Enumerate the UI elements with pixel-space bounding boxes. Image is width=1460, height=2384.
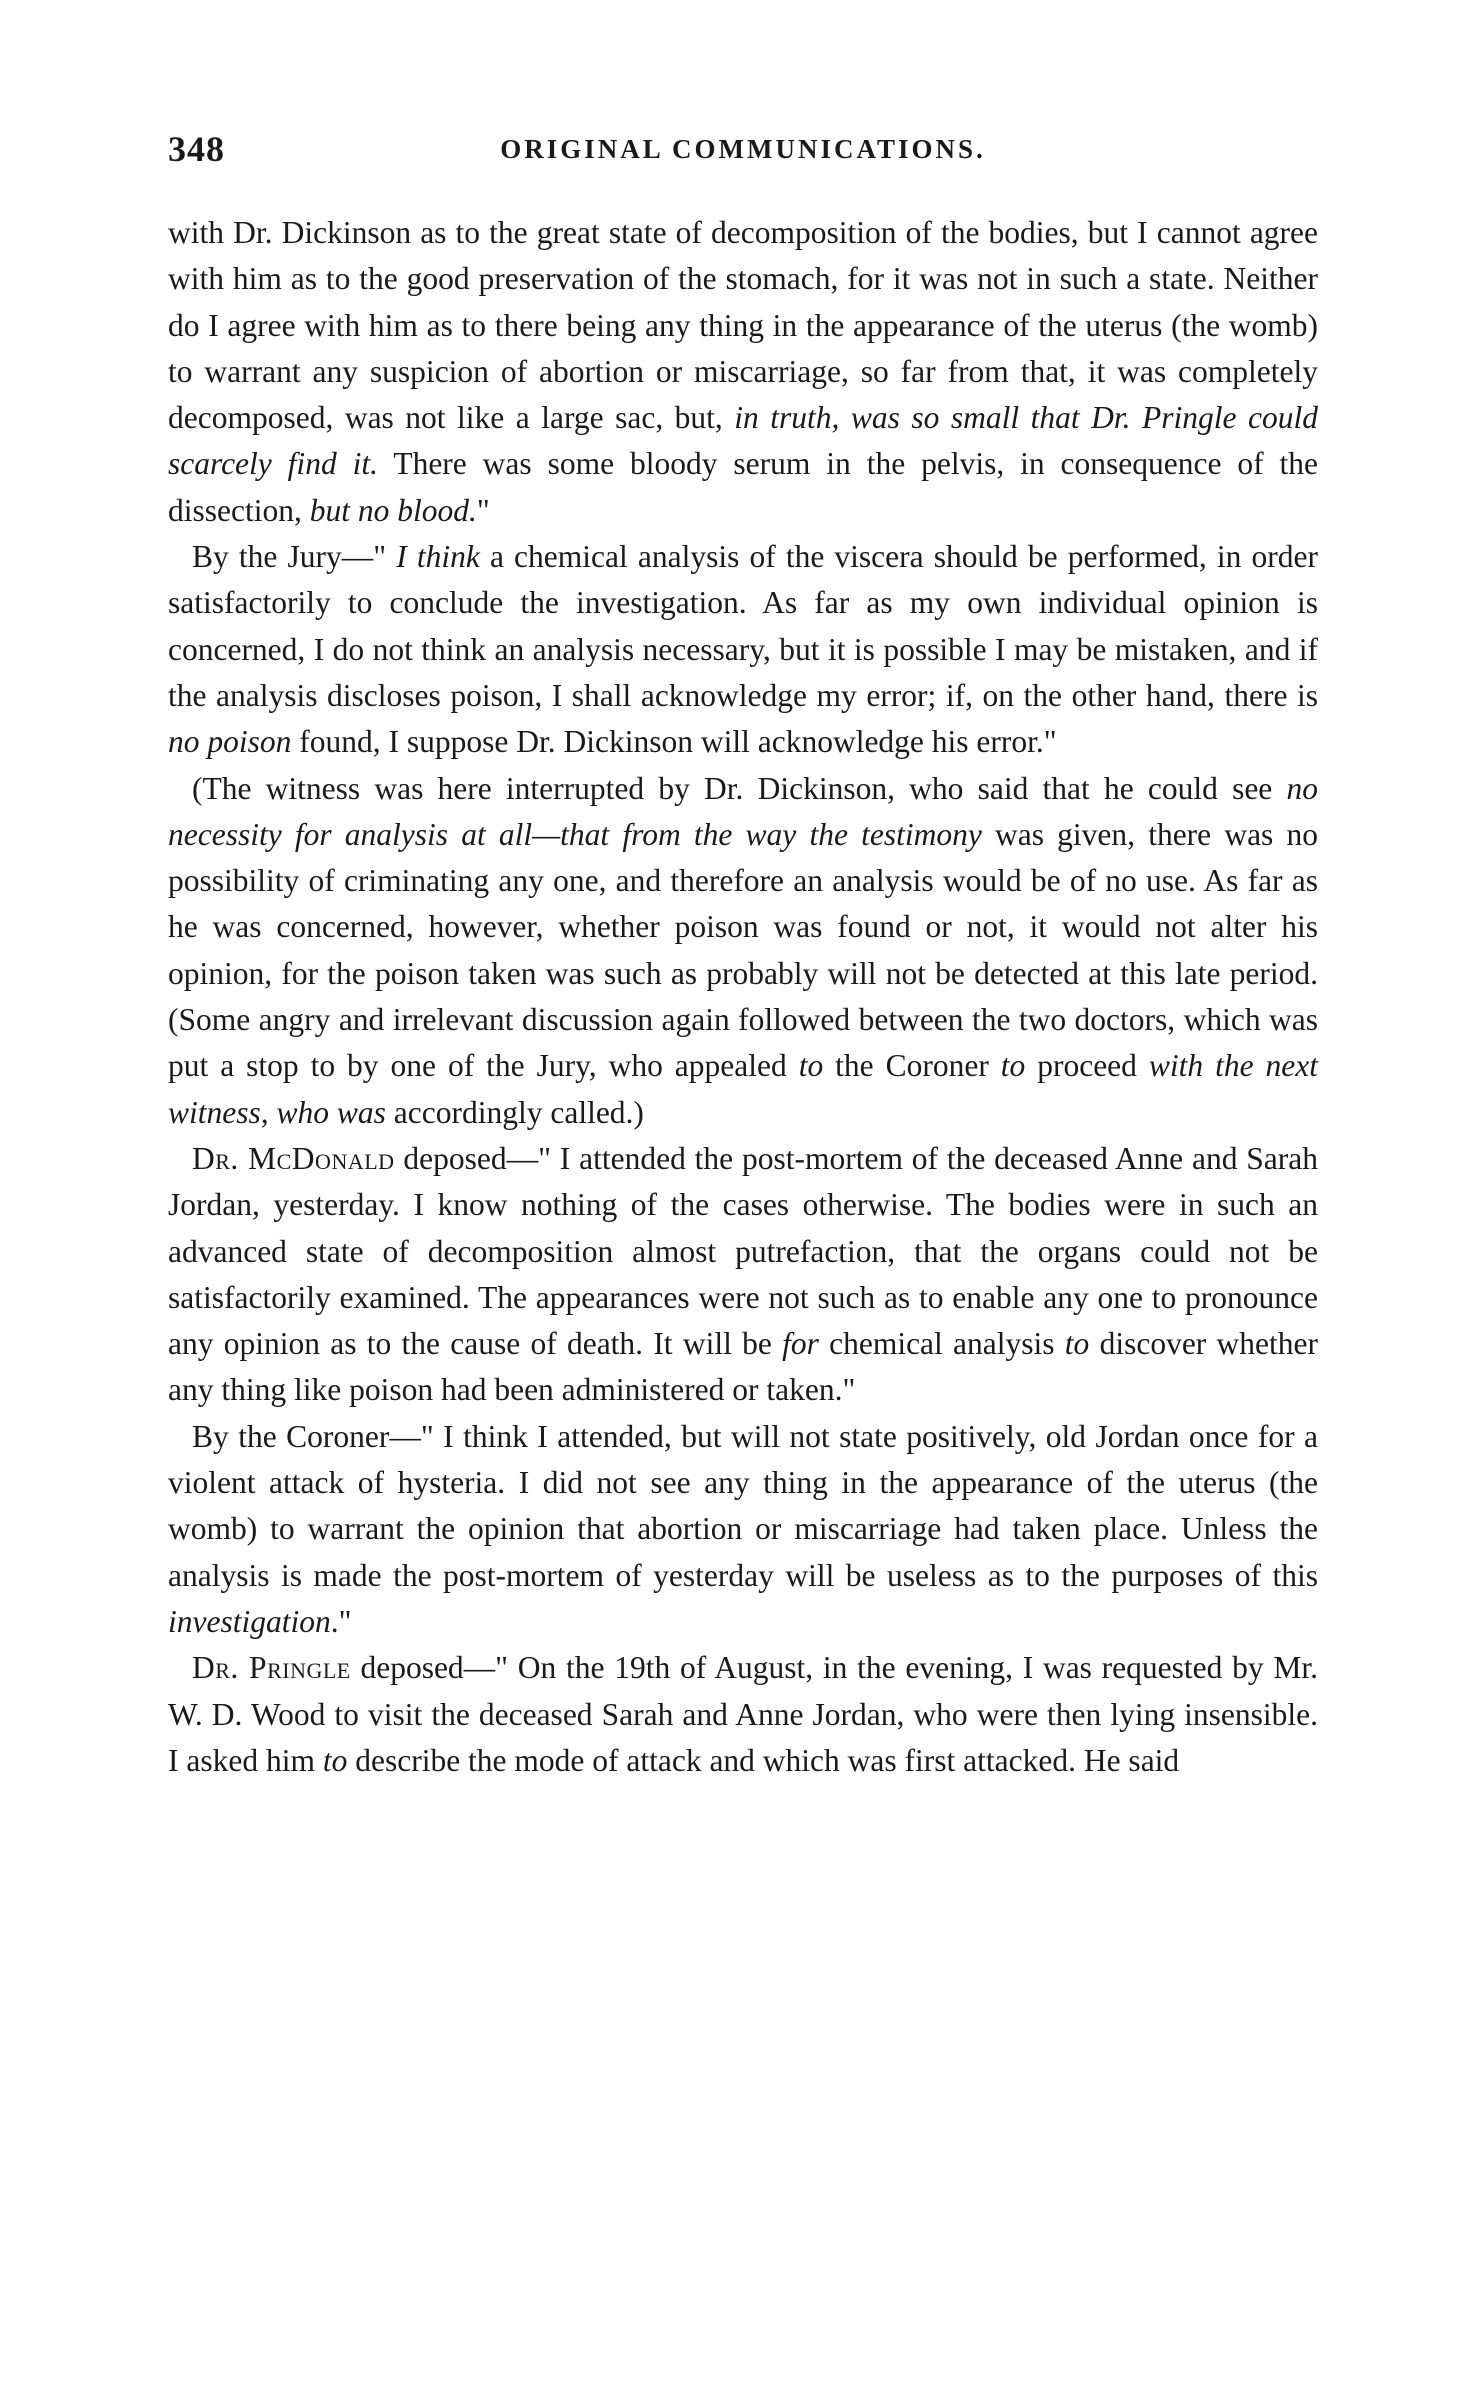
paragraph-continuation bbox=[168, 210, 1318, 534]
italic-run: but no blood. bbox=[309, 492, 477, 528]
italic-run: with the next witness, who was bbox=[168, 1048, 1318, 1130]
text-run: (The witness was here interrupted by Dr. Dickinson, who said that he could see bbox=[192, 770, 1287, 806]
paragraph-pringle bbox=[168, 1645, 1318, 1784]
witness-name: Dr. Pringle bbox=[192, 1650, 351, 1686]
italic-run: to bbox=[1000, 1048, 1026, 1084]
text-run: describe the mode of attack and which was first attacked. He said bbox=[347, 1742, 1180, 1778]
text-run: discover whether any thing like poison had been administered or taken." bbox=[168, 1326, 1318, 1408]
text-run: By the Coroner—" I think I attended, but will not state positively, old Jordan once for a violent attack of hysteria. I did not see any thing in the appearance of the uterus (the womb) to warrant the opinion that abortion or miscarriage had taken place. Unless the analysis is made the post-mortem of yesterday will be useless as to the purposes of this bbox=[168, 1418, 1318, 1593]
text-run: There was some bloody serum in the pelvis, in consequence of the dissection, bbox=[168, 446, 1318, 528]
text-run: By the Jury—" bbox=[192, 539, 397, 575]
italic-run: to bbox=[798, 1048, 824, 1084]
text-run: chemical analysis bbox=[818, 1326, 1065, 1362]
paragraph-mcdonald bbox=[168, 1136, 1318, 1414]
italic-run: no poison bbox=[168, 724, 292, 760]
text-run: ." bbox=[330, 1603, 352, 1639]
italic-run: for bbox=[782, 1326, 819, 1362]
text-run: accordingly called.) bbox=[385, 1094, 644, 1130]
running-title: ORIGINAL COMMUNICATIONS. bbox=[500, 134, 986, 164]
italic-run: investigation bbox=[168, 1603, 331, 1639]
italic-run: no necessity for analysis at all—that from the way the testimony bbox=[168, 770, 1318, 852]
paragraph-jury bbox=[168, 534, 1318, 765]
text-run: the Coroner bbox=[823, 1048, 1001, 1084]
text-run: was given, there was no possibility of criminating any one, and therefore an analysis would be of no use. As far as he was concerned, however, whether poison was found or not, it would not alter his opinion, for the poison taken was such as probably will not be detected at this late period. (Some angry and irrelevant discussion again followed between the two doctors, which was put a stop to by one of the Jury, who appealed bbox=[168, 816, 1318, 1084]
text-run: found, I suppose Dr. Dickinson will acknowledge his error." bbox=[291, 724, 1057, 760]
text-run: deposed—" On the 19th of August, in the evening, I was requested by Mr. W. D. Wood to visit the deceased Sarah and Anne Jordan, who were then lying insensible. I asked him bbox=[168, 1650, 1319, 1778]
italic-run: to bbox=[1064, 1326, 1090, 1362]
text-run: " bbox=[476, 492, 490, 528]
italic-run: I think bbox=[396, 539, 480, 575]
body-text bbox=[168, 210, 1318, 1784]
text-run: deposed—" I attended the post-mortem of the deceased Anne and Sarah Jordan, yesterday. I know nothing of the cases otherwise. The bodies were in such an advanced state of decomposition almost putrefaction, that the organs could not be satisfactorily examined. The appearances were not such as to enable any one to pronounce any opinion as to the cause of death. It will be bbox=[168, 1140, 1319, 1362]
text-run: a chemical analysis of the viscera should be performed, in order satisfactorily to conclude the investigation. As far as my own individual opinion is concerned, I do not think an analysis necessary, but it is possible I may be mistaken, and if the analysis discloses poison, I shall acknowledge my error; if, on the other hand, there is bbox=[168, 539, 1318, 713]
italic-run: to bbox=[322, 1742, 348, 1778]
page-number: 348 bbox=[168, 129, 225, 169]
paragraph-interruption bbox=[168, 766, 1318, 1136]
page-header bbox=[168, 128, 1318, 178]
witness-name: Dr. McDonald bbox=[192, 1140, 395, 1176]
text-run: with Dr. Dickinson as to the great state of decomposition of the bodies, but I cannot agree with him as to the good preservation of the stomach, for it was not in such a state. Neither do I agree with him as to there being any thing in the appearance of the uterus (the womb) to warrant any suspicion of abortion or miscarriage, so far from that, it was completely decomposed, was not like a large sac, but, bbox=[168, 215, 1318, 436]
text-run: proceed bbox=[1025, 1048, 1149, 1084]
italic-run: in truth, was so small that Dr. Pringle could scarcely find it. bbox=[168, 400, 1318, 482]
paragraph-coroner bbox=[168, 1414, 1318, 1645]
